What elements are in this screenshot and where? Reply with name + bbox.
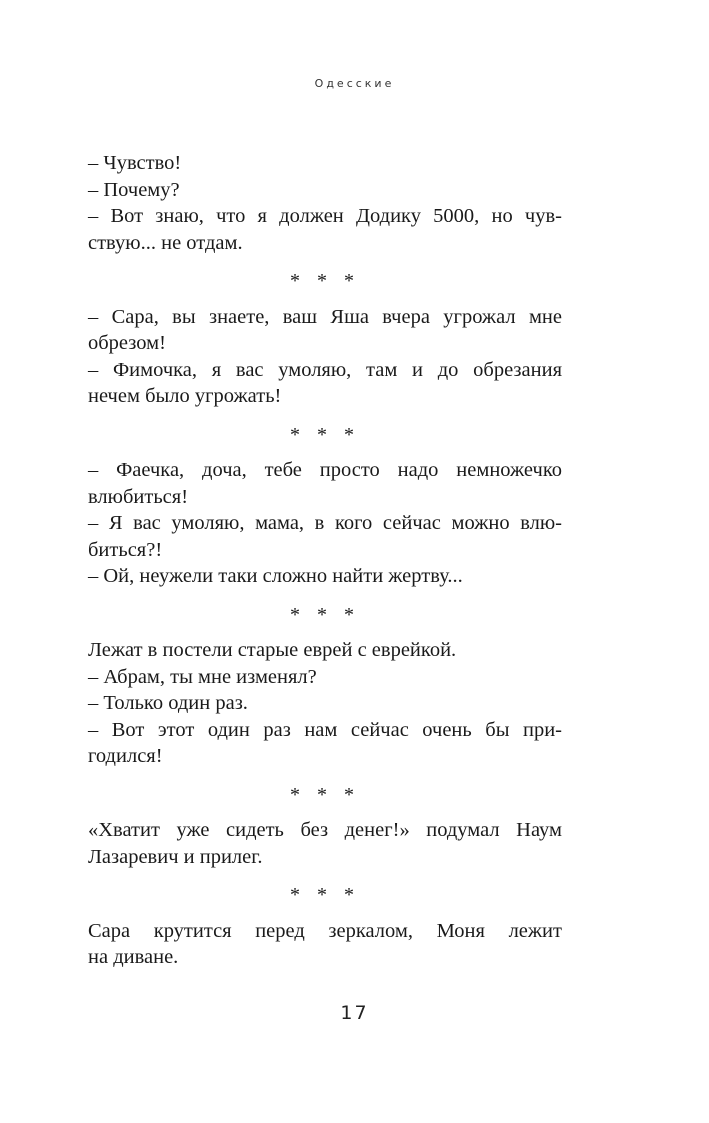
section-separator: * * * [290,603,360,626]
joke [88,304,562,410]
text-line: «Хватит уже сидеть без денег!» подумал Наум [88,819,562,841]
text-line: – Чувство! [88,152,182,174]
text-line: влюбиться! [88,485,189,508]
text-line: – Я вас умоляю, мама, в кого сейчас можно влю- [88,512,562,534]
text-line: – Фимочка, я вас умоляю, там и до обрезания [88,358,562,381]
section-separator: * * * [290,884,360,906]
text-line: – Только один раз. [88,692,248,714]
text-line: Сара крутится перед зеркалом, Моня лежит [88,919,562,942]
joke [88,918,562,971]
section-separator: * * * [290,270,360,292]
joke [88,457,562,590]
text-line: на диване. [88,946,179,968]
text-line: нечем было угрожать! [88,385,282,407]
text-line: – Фаечка, доча, тебе просто надо немножечко [88,459,562,481]
text-line: – Сара, вы знаете, ваш Яша вчера угрожал мне [88,305,562,328]
joke [88,637,562,770]
text-line: Лазаревич и прилег. [88,845,263,868]
joke [88,150,562,256]
text-line: – Ой, неужели таки сложно найти жертву... [88,565,463,587]
text-line: биться?! [88,538,163,561]
section-separator: * * * [290,783,360,806]
text-line: – Почему? [88,178,180,201]
section-separator: * * * [290,423,360,446]
page-number: 17 [340,1002,369,1024]
text-line: обрезом! [88,332,166,354]
text-line: годился! [88,745,163,767]
text-line: – Абрам, ты мне изменял? [88,665,317,688]
running-head: Одесские [314,77,395,90]
text-line: Лежат в постели старые еврей с еврейкой. [88,639,457,661]
text-line: – Вот знаю, что я должен Додику 5000, но чув- [88,205,562,227]
joke [88,817,562,870]
text-block [88,150,562,971]
text-line: ствую... не отдам. [88,231,243,254]
text-line: – Вот этот один раз нам сейчас очень бы при- [88,718,562,741]
